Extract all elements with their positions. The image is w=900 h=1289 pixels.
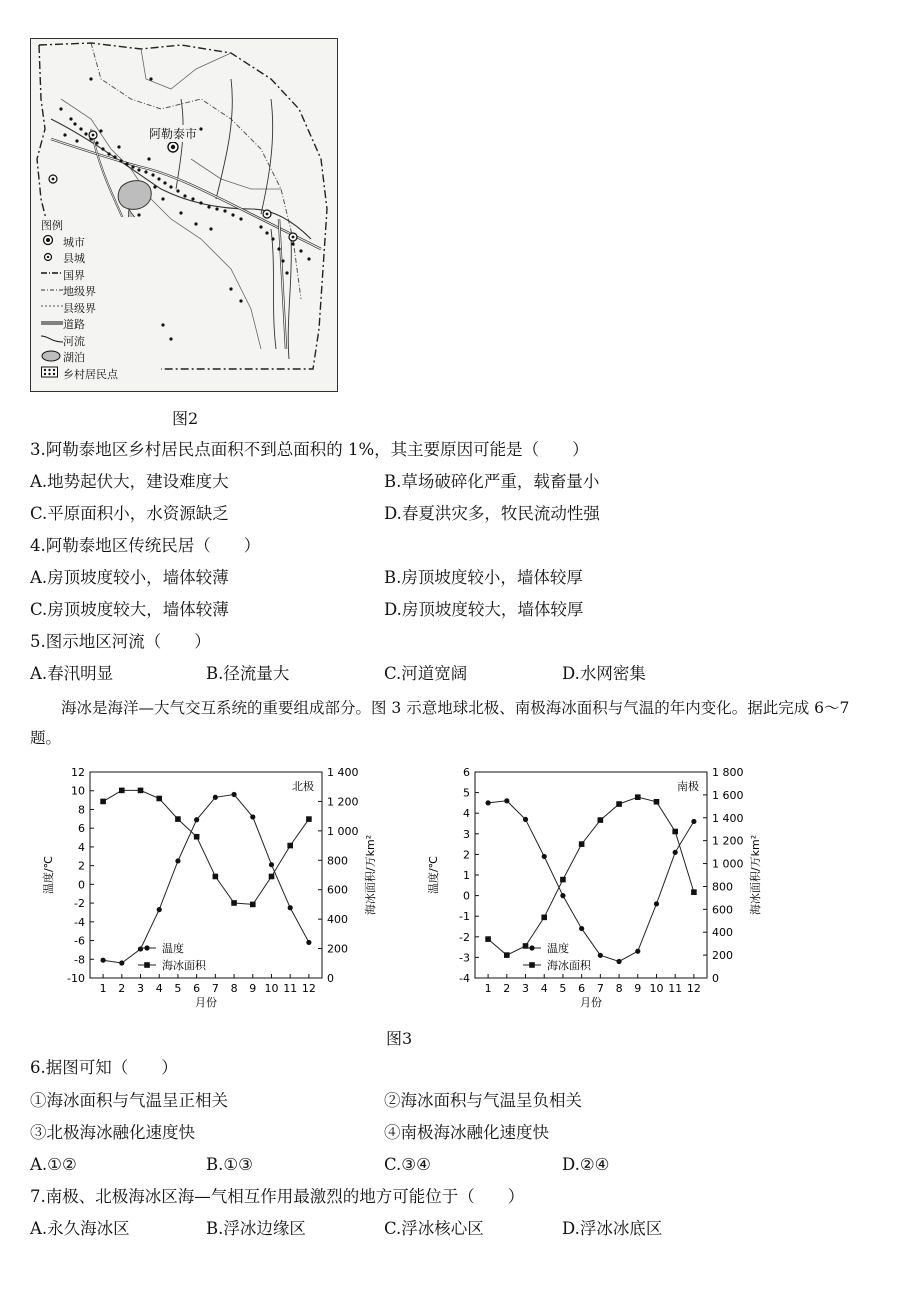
q6-option-b: B.①③ (206, 1155, 253, 1174)
arctic-sea-ice-point (306, 816, 312, 822)
antarctic-legend-ice-label: 海冰面积 (547, 959, 591, 972)
antarctic-x-axis-label: 月份 (580, 996, 602, 1009)
q7-stem: 7.南极、北极海冰区海—气相互作用最激烈的地方可能位于（ ） (30, 1187, 525, 1206)
antarctic-x-tick-label: 4 (540, 982, 548, 995)
arctic-temperature-point (250, 814, 255, 819)
figure-2-caption: 图2 (172, 409, 199, 428)
antarctic-x-tick-label: 12 (686, 982, 701, 995)
q7-option-b: B.浮冰边缘区 (206, 1219, 306, 1238)
antarctic-left-tick-label: 1 (463, 869, 470, 882)
antarctic-panel-label: 南极 (677, 780, 699, 793)
legend-item-city: 城市 (41, 234, 161, 251)
road-icon (41, 317, 63, 332)
antarctic-right-tick-label: 0 (712, 972, 719, 985)
arctic-legend-ice-marker (144, 962, 150, 968)
antarctic-x-tick-label: 2 (503, 982, 511, 995)
antarctic-left-tick-label: -4 (459, 972, 470, 985)
q5-stem: 5.图示地区河流（ ） (30, 632, 211, 651)
antarctic-left-tick-label: -3 (459, 951, 470, 965)
q6-statement-3: ③北极海冰融化速度快 (30, 1123, 195, 1142)
arctic-temperature-point (231, 792, 236, 797)
antarctic-temperature-point (654, 901, 659, 906)
antarctic-left-tick-label: 0 (463, 889, 470, 903)
q6-stem: 6.据图可知（ ） (30, 1058, 178, 1077)
antarctic-sea-ice-point (691, 889, 697, 895)
antarctic-temperature-point (616, 959, 621, 964)
q4-option-b: B.房顶坡度较小，墙体较厚 (384, 568, 583, 587)
arctic-panel-label: 北极 (292, 780, 314, 793)
antarctic-left-tick-label: 5 (463, 786, 470, 800)
arctic-left-tick-label: 6 (78, 822, 85, 836)
arctic-x-tick-label: 8 (230, 982, 238, 995)
antarctic-chart (425, 764, 770, 1014)
arctic-left-tick-label: 4 (78, 840, 85, 854)
arctic-temperature-point (100, 958, 105, 963)
arctic-right-tick-label: 400 (327, 913, 348, 927)
arctic-right-tick-label: 0 (327, 972, 334, 985)
arctic-left-tick-label: -10 (67, 972, 85, 985)
arctic-legend-temp-label: 温度 (162, 942, 184, 955)
arctic-temperature-point (175, 858, 180, 863)
map-legend (41, 217, 161, 382)
q3-option-d: D.春夏洪灾多，牧民流动性强 (384, 504, 600, 523)
arctic-chart (40, 764, 380, 1014)
arctic-left-tick-label: 10 (71, 784, 85, 798)
arctic-right-axis-label: 海冰面积/万km² (364, 834, 377, 916)
q7-option-c: C.浮冰核心区 (384, 1219, 484, 1238)
arctic-temperature-point (288, 905, 293, 910)
arctic-temperature-point (306, 940, 311, 945)
arctic-x-tick-label: 6 (193, 982, 201, 995)
arctic-x-tick-label: 1 (99, 982, 107, 995)
antarctic-right-tick-label: 1 400 (712, 811, 744, 825)
city-label: 阿勒泰市 (149, 127, 198, 141)
arctic-right-tick-label: 1 000 (327, 824, 359, 838)
antarctic-x-tick-label: 11 (668, 982, 683, 995)
arctic-sea-ice-point (269, 874, 275, 880)
intro-paragraph: 海冰是海洋—大气交互系统的重要组成部分。图 3 示意地球北极、南极海冰面积与气温的年内变化。据此完成 6～7 题。 (30, 699, 850, 747)
antarctic-sea-ice-point (560, 877, 566, 883)
q5-option-b: B.径流量大 (206, 664, 290, 683)
antarctic-temperature-point (485, 800, 490, 805)
antarctic-legend-temp-label: 温度 (547, 942, 569, 955)
arctic-temperature-point (138, 946, 143, 951)
arctic-x-tick-label: 5 (174, 982, 182, 995)
legend-title: 图例 (41, 219, 63, 233)
antarctic-x-tick-label: 3 (522, 982, 530, 995)
antarctic-right-tick-label: 1 600 (712, 788, 744, 802)
arctic-sea-ice-point (194, 834, 200, 840)
antarctic-sea-ice-point (541, 915, 547, 921)
q6-statement-4: ④南极海冰融化速度快 (384, 1123, 549, 1142)
arctic-legend-ice-label: 海冰面积 (162, 959, 206, 972)
antarctic-temperature-point (691, 819, 696, 824)
arctic-legend-temp-marker (144, 945, 149, 950)
arctic-temperature-point (269, 862, 274, 867)
q6-option-a: A.①② (30, 1155, 77, 1174)
arctic-temperature-point (119, 960, 124, 965)
legend-item-settlement: 乡村居民点 (41, 366, 161, 383)
arctic-series-temperature-line (103, 795, 309, 964)
antarctic-sea-ice-point (504, 952, 510, 958)
altay-map (30, 38, 338, 392)
antarctic-right-axis-label: 海冰面积/万km² (749, 834, 762, 916)
arctic-right-tick-label: 200 (327, 942, 348, 956)
antarctic-right-tick-label: 200 (712, 949, 733, 963)
q6-option-d: D.②④ (562, 1155, 610, 1174)
legend-item-road: 道路 (41, 316, 161, 333)
city-dot-icon (41, 234, 63, 249)
arctic-sea-ice-point (175, 816, 181, 822)
antarctic-sea-ice-point (485, 936, 491, 942)
antarctic-temperature-point (523, 817, 528, 822)
legend-item-river: 河流 (41, 333, 161, 350)
q3-option-c: C.平原面积小，水资源缺乏 (30, 504, 229, 523)
antarctic-left-tick-label: 4 (463, 807, 470, 821)
legend-item-prefecture-border: 地级界 (41, 283, 161, 300)
arctic-x-tick-label: 12 (301, 982, 316, 995)
arctic-x-tick-label: 7 (211, 982, 219, 995)
q5-option-c: C.河道宽阔 (384, 664, 468, 683)
q4-option-c: C.房顶坡度较大，墙体较薄 (30, 600, 229, 619)
arctic-sea-ice-point (138, 788, 144, 794)
antarctic-x-tick-label: 8 (615, 982, 623, 995)
arctic-left-tick-label: -4 (74, 915, 85, 929)
antarctic-x-tick-label: 5 (559, 982, 567, 995)
legend-item-county-border: 县级界 (41, 300, 161, 317)
settlement-icon (41, 366, 63, 381)
antarctic-plot-frame (475, 772, 707, 978)
antarctic-left-tick-label: 6 (463, 766, 470, 779)
q7-option-d: D.浮冰冰底区 (562, 1219, 663, 1238)
antarctic-right-tick-label: 1 200 (712, 834, 744, 848)
antarctic-series-temperature-line (488, 801, 694, 962)
arctic-left-tick-label: 8 (78, 803, 85, 817)
arctic-sea-ice-point (287, 843, 293, 849)
legend-item-county: 县城 (41, 250, 161, 267)
antarctic-temperature-point (579, 926, 584, 931)
antarctic-temperature-point (560, 893, 565, 898)
antarctic-right-tick-label: 600 (712, 903, 733, 917)
legend-item-national-border: 国界 (41, 267, 161, 284)
antarctic-left-tick-label: -1 (459, 910, 470, 924)
arctic-right-tick-label: 600 (327, 883, 348, 897)
antarctic-x-tick-label: 10 (649, 982, 664, 995)
q6-option-c: C.③④ (384, 1155, 431, 1174)
antarctic-x-tick-label: 7 (596, 982, 604, 995)
arctic-temperature-point (157, 907, 162, 912)
q4-stem: 4.阿勒泰地区传统民居（ ） (30, 536, 261, 555)
arctic-left-tick-label: 2 (78, 859, 85, 873)
antarctic-series-sea-ice-line (488, 797, 694, 955)
prefecture-border-icon (41, 284, 63, 299)
antarctic-temperature-point (598, 953, 603, 958)
arctic-right-tick-label: 800 (327, 854, 348, 868)
county-border-icon (41, 300, 63, 315)
arctic-x-tick-label: 4 (155, 982, 163, 995)
antarctic-right-tick-label: 800 (712, 880, 733, 894)
arctic-sea-ice-point (231, 900, 237, 906)
q4-option-d: D.房顶坡度较大，墙体较厚 (384, 600, 584, 619)
q5-option-a: A.春汛明显 (30, 664, 114, 683)
antarctic-temperature-point (504, 798, 509, 803)
arctic-x-axis-label: 月份 (195, 996, 217, 1009)
arctic-x-tick-label: 9 (249, 982, 257, 995)
antarctic-right-tick-label: 1 800 (712, 766, 744, 779)
q6-statement-1: ①海冰面积与气温呈正相关 (30, 1091, 228, 1110)
antarctic-sea-ice-point (654, 799, 660, 805)
arctic-right-tick-label: 1 200 (327, 795, 359, 809)
antarctic-left-tick-label: 3 (463, 827, 470, 841)
antarctic-legend-ice-marker (529, 962, 535, 968)
arctic-left-tick-label: -2 (74, 897, 85, 911)
q6-statement-2: ②海冰面积与气温呈负相关 (384, 1091, 582, 1110)
antarctic-sea-ice-point (672, 829, 678, 835)
arctic-sea-ice-point (100, 799, 106, 805)
antarctic-right-tick-label: 400 (712, 926, 733, 940)
antarctic-right-tick-label: 1 000 (712, 857, 744, 871)
arctic-sea-ice-point (156, 796, 162, 802)
antarctic-legend-temp-marker (529, 945, 534, 950)
arctic-left-tick-label: 0 (78, 878, 85, 892)
antarctic-sea-ice-point (579, 841, 585, 847)
arctic-x-tick-label: 10 (264, 982, 279, 995)
antarctic-left-tick-label: 2 (463, 848, 470, 862)
arctic-left-axis-label: 温度/℃ (42, 855, 55, 895)
q7-option-a: A.永久海冰区 (30, 1219, 130, 1238)
legend-item-lake: 湖泊 (41, 349, 161, 366)
river-icon (41, 333, 63, 348)
antarctic-temperature-point (673, 850, 678, 855)
lake-icon (41, 350, 63, 365)
antarctic-sea-ice-point (635, 794, 641, 800)
arctic-series-sea-ice-line (103, 790, 309, 904)
antarctic-temperature-point (635, 949, 640, 954)
arctic-left-tick-label: -8 (74, 953, 85, 967)
antarctic-left-axis-label: 温度/℃ (427, 855, 440, 895)
antarctic-left-tick-label: -2 (459, 930, 470, 944)
arctic-sea-ice-point (119, 788, 125, 794)
antarctic-sea-ice-point (616, 801, 622, 807)
county-dot-icon (41, 251, 63, 266)
q5-option-d: D.水网密集 (562, 664, 646, 683)
arctic-left-tick-label: 12 (71, 766, 85, 779)
arctic-x-tick-label: 11 (283, 982, 298, 995)
arctic-sea-ice-point (213, 874, 219, 880)
arctic-x-tick-label: 3 (137, 982, 145, 995)
q3-option-a: A.地势起伏大，建设难度大 (30, 472, 229, 491)
antarctic-x-tick-label: 9 (634, 982, 642, 995)
figure-3-caption: 图3 (386, 1029, 413, 1048)
arctic-temperature-point (213, 795, 218, 800)
q3-stem: 3.阿勒泰地区乡村居民点面积不到总面积的 1%，其主要原因可能是（ ） (30, 440, 589, 459)
arctic-right-tick-label: 1 400 (327, 766, 359, 779)
antarctic-temperature-point (542, 854, 547, 859)
q4-option-a: A.房顶坡度较小，墙体较薄 (30, 568, 229, 587)
arctic-sea-ice-point (250, 902, 256, 908)
arctic-x-tick-label: 2 (118, 982, 126, 995)
arctic-plot-frame (90, 772, 322, 978)
q3-option-b: B.草场破碎化严重，载畜量小 (384, 472, 600, 491)
arctic-temperature-point (194, 817, 199, 822)
antarctic-x-tick-label: 6 (578, 982, 586, 995)
antarctic-sea-ice-point (598, 817, 604, 823)
antarctic-x-tick-label: 1 (484, 982, 492, 995)
national-border-icon (41, 267, 63, 282)
arctic-left-tick-label: -6 (74, 934, 85, 948)
